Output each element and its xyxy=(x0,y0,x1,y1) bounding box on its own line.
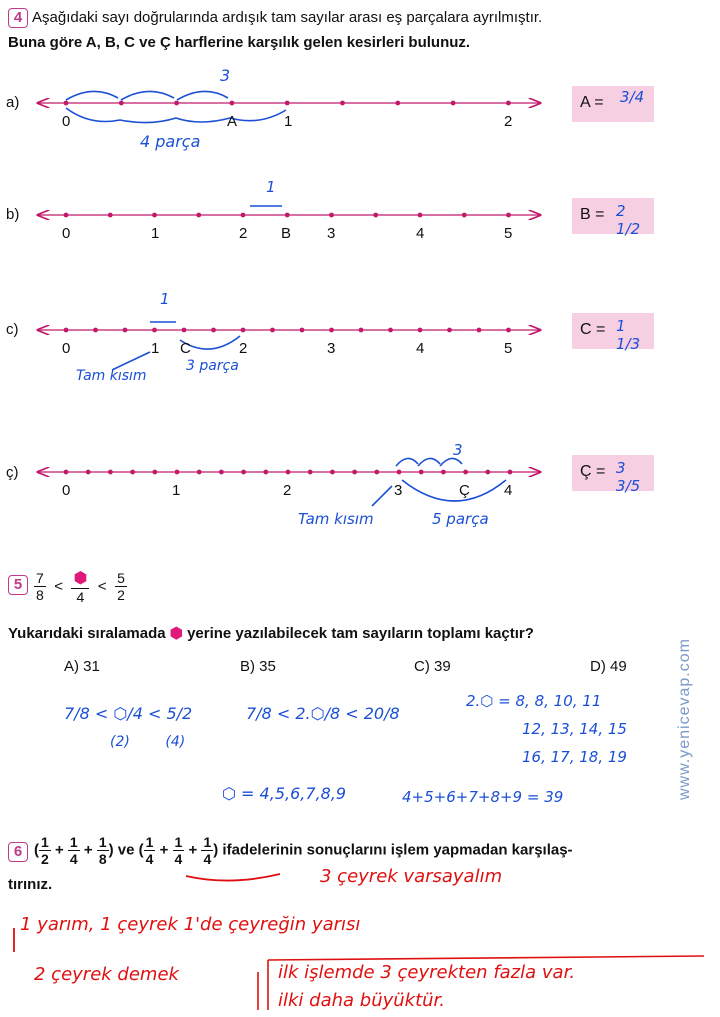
hand-work: 12, 13, 14, 15 xyxy=(522,720,627,738)
hand-arc xyxy=(121,91,174,100)
hand-work: ⬡ = 4,5,6,7,8,9 xyxy=(222,784,347,803)
hand-note: 5 parça xyxy=(432,510,489,528)
hand-note: ilki daha büyüktür. xyxy=(278,990,446,1011)
point-letter-c: C xyxy=(180,340,191,357)
paren: ) xyxy=(108,841,114,859)
tick-dot xyxy=(241,213,246,218)
tick-label: 2 xyxy=(239,225,248,242)
row-label-c: c) xyxy=(6,321,19,338)
tick-dot xyxy=(286,470,291,475)
tick-dot xyxy=(64,328,69,333)
tick-label: 1 xyxy=(151,340,160,357)
question-number-5: 5 xyxy=(8,575,28,595)
tick-dot xyxy=(263,470,268,475)
tick-dot xyxy=(64,101,69,106)
answer-box-b xyxy=(572,198,654,238)
tick-label: 0 xyxy=(62,482,71,499)
hand-note: 3 xyxy=(220,66,231,85)
tick-dot xyxy=(397,470,402,475)
hand-arc xyxy=(402,480,506,501)
denominator: 4 xyxy=(203,851,212,867)
hand-arc xyxy=(66,91,118,100)
hand-arc xyxy=(177,91,228,100)
watermark: www.yenicevap.com xyxy=(676,638,693,800)
hand-note: 3 parça xyxy=(186,358,239,374)
tick-dot xyxy=(374,470,379,475)
tick-dot xyxy=(175,470,180,475)
tick-dot xyxy=(174,101,179,106)
tick-dot xyxy=(329,328,334,333)
tick-dot xyxy=(130,470,135,475)
tick-dot xyxy=(123,328,128,333)
tick-label: 2 xyxy=(239,340,248,357)
hand-work: 4+5+6+7+8+9 = 39 xyxy=(402,788,564,806)
tick-dot xyxy=(211,328,216,333)
hand-arc xyxy=(418,458,440,466)
hand-work: 7/8 < ⬡/4 < 5/2 xyxy=(64,704,193,723)
hand-work: 2.⬡ = 8, 8, 10, 11 xyxy=(466,692,602,710)
hexagon-icon: ⬢ xyxy=(169,625,183,642)
numerator: 1 xyxy=(145,834,154,850)
tick-label: 0 xyxy=(62,340,71,357)
conjunction: ve xyxy=(117,841,135,859)
tick-dot xyxy=(152,470,157,475)
tick-dot xyxy=(182,328,187,333)
q6-instruction-end: tırınız. xyxy=(8,876,53,893)
answer-box-a xyxy=(572,86,654,122)
plus-sign: + xyxy=(83,841,93,859)
tick-dot xyxy=(506,101,511,106)
question-number-4: 4 xyxy=(8,8,28,28)
tick-dot xyxy=(419,470,424,475)
option-b[interactable]: B) 35 xyxy=(240,658,276,675)
point-letter-a: A xyxy=(227,113,238,130)
tick-dot xyxy=(463,470,468,475)
tick-dot xyxy=(93,328,98,333)
tick-label: 4 xyxy=(416,340,425,357)
hand-note: 4 parça xyxy=(140,132,201,151)
tick-dot xyxy=(270,328,275,333)
hand-note: 3 xyxy=(453,441,463,459)
tick-dot xyxy=(230,101,235,106)
denominator: 4 xyxy=(69,851,78,867)
numerator: 1 xyxy=(203,834,212,850)
hand-arc xyxy=(396,458,418,466)
tick-dot xyxy=(108,470,113,475)
paren: ( xyxy=(34,841,39,859)
tick-dot xyxy=(477,328,482,333)
numerator: 7 xyxy=(36,570,44,586)
tick-dot xyxy=(451,101,456,106)
tick-label: 3 xyxy=(327,340,336,357)
hand-answer: 2 1/2 xyxy=(616,202,641,238)
plus-sign: + xyxy=(159,841,169,859)
hand-note: Tam kısım xyxy=(76,368,147,384)
fraction xyxy=(34,570,46,603)
tick-dot xyxy=(506,213,511,218)
q4-instruction-line2: Buna göre A, B, C ve Ç harflerine karşılık gelen kesirleri bulunuz. xyxy=(8,34,471,51)
plus-sign: + xyxy=(188,841,198,859)
denominator: 8 xyxy=(98,851,107,867)
tick-dot xyxy=(340,101,345,106)
tick-dot xyxy=(485,470,490,475)
tick-dot xyxy=(508,470,513,475)
tick-dot xyxy=(395,101,400,106)
hand-arc xyxy=(440,458,462,466)
tick-dot xyxy=(441,470,446,475)
hand-note: 2 çeyrek demek xyxy=(34,964,179,985)
denominator: 4 xyxy=(145,851,154,867)
tick-dot xyxy=(196,213,201,218)
tick-dot xyxy=(300,328,305,333)
denominator: 2 xyxy=(41,851,49,867)
tick-dot xyxy=(285,101,290,106)
option-d[interactable]: D) 49 xyxy=(590,658,627,675)
tick-dot xyxy=(152,328,157,333)
tick-dot xyxy=(108,213,113,218)
answer-label: Ç = xyxy=(580,463,606,480)
tick-label: 4 xyxy=(416,225,425,242)
tick-label: 5 xyxy=(504,225,513,242)
tick-label: 1 xyxy=(284,113,293,130)
q4-instruction-line1: Aşağıdaki sayı doğrularında ardışık tam sayılar arası eş parçalara ayrılmıştır. xyxy=(32,9,543,26)
tick-dot xyxy=(506,328,511,333)
hand-note: 1 xyxy=(160,290,170,308)
hand-note: 3 çeyrek varsayalım xyxy=(320,866,503,887)
hand-answer: 3 3/5 xyxy=(616,459,641,495)
hand-arc xyxy=(66,108,286,123)
hand-work: (2) (4) xyxy=(110,734,186,750)
option-a[interactable]: A) 31 xyxy=(64,658,100,675)
point-letter-b: B xyxy=(281,225,292,242)
tick-label: 2 xyxy=(504,113,513,130)
paren: ) xyxy=(213,841,219,859)
tick-dot xyxy=(241,470,246,475)
hand-work: 7/8 < 2.⬡/8 < 20/8 xyxy=(246,704,400,723)
tick-dot xyxy=(447,328,452,333)
answer-box-ç xyxy=(572,455,654,495)
answer-label: C = xyxy=(580,321,606,338)
tick-dot xyxy=(86,470,91,475)
hand-arc xyxy=(372,486,392,506)
tick-dot xyxy=(308,470,313,475)
fraction xyxy=(115,570,127,603)
answer-box-c xyxy=(572,313,654,353)
point-letter-ç: Ç xyxy=(459,482,470,499)
tick-label: 3 xyxy=(327,225,336,242)
q5-question-pre: Yukarıdaki sıralamada xyxy=(8,625,166,642)
tick-dot xyxy=(219,470,224,475)
q6-instruction: ifadelerinin sonuçlarını işlem yapmadan karşılaş- xyxy=(222,841,573,859)
tick-dot xyxy=(352,470,357,475)
hand-note: ilk işlemde 3 çeyrekten fazla var. xyxy=(278,962,576,983)
numerator: 1 xyxy=(41,834,49,850)
tick-dot xyxy=(418,328,423,333)
tick-dot xyxy=(462,213,467,218)
tick-dot xyxy=(64,470,69,475)
hand-note: 1 yarım, 1 çeyrek 1'de çeyreğin yarısı xyxy=(20,914,361,935)
hand-note: 1 xyxy=(266,178,276,196)
q5-question-post: yerine yazılabilecek tam sayıların toplamı kaçtır? xyxy=(187,625,534,642)
fraction xyxy=(71,568,89,605)
q5-question xyxy=(8,624,534,642)
row-label-ç: ç) xyxy=(6,464,19,481)
tick-label: 3 xyxy=(394,482,403,499)
tick-label: 1 xyxy=(172,482,181,499)
lt-sign: < xyxy=(54,578,64,595)
numerator: 1 xyxy=(174,834,183,850)
tick-dot xyxy=(329,213,334,218)
tick-label: 0 xyxy=(62,113,71,130)
tick-dot xyxy=(152,213,157,218)
lt-sign: < xyxy=(97,578,107,595)
numerator: 5 xyxy=(117,570,125,586)
tick-label: 5 xyxy=(504,340,513,357)
tick-label: 4 xyxy=(504,482,513,499)
plus-sign: + xyxy=(54,841,64,859)
tick-dot xyxy=(418,213,423,218)
denominator: 4 xyxy=(76,589,85,605)
hand-answer: 3/4 xyxy=(620,88,645,106)
hexagon-icon: ⬢ xyxy=(73,570,88,587)
hand-note: Tam kısım xyxy=(298,510,374,528)
answer-label: A = xyxy=(580,94,604,111)
tick-dot xyxy=(64,213,69,218)
numerator: 1 xyxy=(98,834,107,850)
tick-label: 1 xyxy=(151,225,160,242)
numerator: 1 xyxy=(69,834,78,850)
hand-answer: 1 1/3 xyxy=(616,317,641,353)
tick-label: 2 xyxy=(283,482,292,499)
row-label-b: b) xyxy=(6,206,20,223)
q5-expression xyxy=(34,568,127,605)
denominator: 2 xyxy=(117,587,125,603)
denominator: 4 xyxy=(174,851,183,867)
hand-work: 16, 17, 18, 19 xyxy=(522,748,627,766)
answer-label: B = xyxy=(580,206,605,223)
option-c[interactable]: C) 39 xyxy=(414,658,451,675)
tick-dot xyxy=(197,470,202,475)
question-number-6: 6 xyxy=(8,842,28,862)
tick-dot xyxy=(330,470,335,475)
denominator: 8 xyxy=(36,587,44,603)
tick-dot xyxy=(359,328,364,333)
row-label-a: a) xyxy=(6,94,20,111)
tick-dot xyxy=(388,328,393,333)
tick-dot xyxy=(119,101,124,106)
paren: ( xyxy=(138,841,144,859)
tick-dot xyxy=(285,213,290,218)
tick-dot xyxy=(241,328,246,333)
tick-label: 0 xyxy=(62,225,71,242)
tick-dot xyxy=(373,213,378,218)
